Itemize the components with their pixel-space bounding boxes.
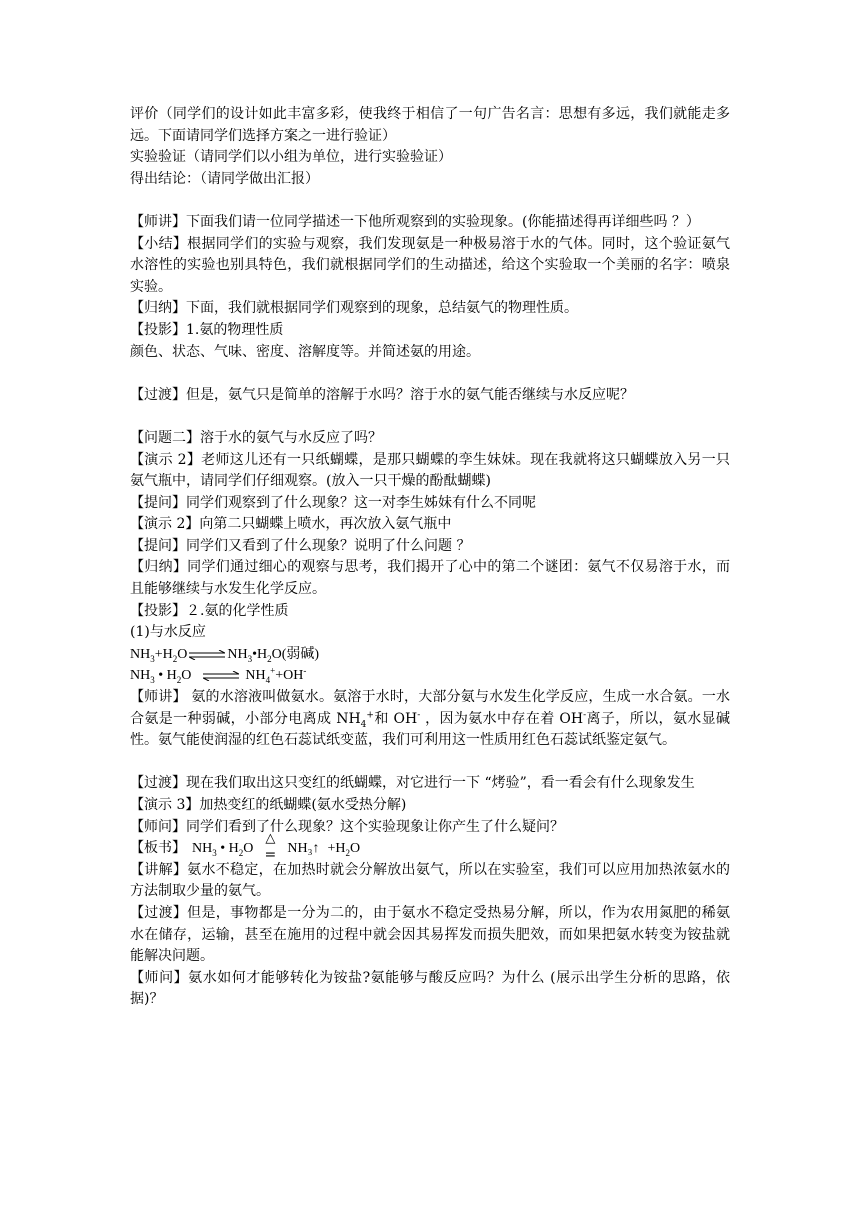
board-equation: 【板书】 $NH_3$ • $H_2O$ △ = NH₃↑ $+H_2O$: [130, 830, 361, 863]
paragraph: 【归纳】同学们通过细心的观察与思考，我们揭开了心中的第二个谜团：氨气不仅易溶于水，而且能够继续与水发生化学反应。: [130, 559, 730, 598]
paragraph: 【师讲】下面我们请一位同学描述一下他所观察到的实验现象。(你能描述得再详细些吗 ？）: [130, 213, 700, 230]
paragraph: 【提问】同学们观察到了什么现象？这一对李生姊妹有什么不同呢: [130, 494, 536, 511]
paragraph: 【演示 3】加热变红的纸蝴蝶(氨水受热分解): [130, 797, 407, 813]
blank-line: [130, 363, 730, 385]
paragraph: 【演示 2】老师这儿还有一只纸蝴蝶，是那只蝴蝶的孪生妹妹。现在我就将这只蝴蝶放入另一只氨气瓶中，请同学们仔细观察。(放入一只干燥的酚酞蝴蝶): [130, 451, 730, 490]
document-body: [130, 104, 730, 1011]
blank-line: [130, 752, 730, 774]
chemical-equation: $NH_3+H_2O$ $NH_3•H_2O$(弱碱): [130, 646, 320, 664]
paragraph: 【师问】同学们看到了什么现象？这个实验现象让你产生了什么疑问？: [130, 818, 564, 835]
heat-condition: △ =: [259, 839, 281, 860]
paragraph: 实验验证（请同学们以小组为单位，进行实验验证）: [130, 149, 452, 166]
paragraph: 【过渡】但是，氨气只是简单的溶解于水吗？溶于水的氨气能否继续与水反应呢？: [130, 386, 634, 403]
paragraph: 得出结论：（请同学做出汇报）: [130, 170, 319, 187]
paragraph: 【师讲】 氨的水溶液叫做氨水。氨溶于水时，大部分氨与水发生化学反应，生成一水合氨。一水合氨是一种弱碱，小部分电离成 $NH_4^+$和 OH- ，因为氨水中存在着 OH-离子，所以，氨水显碱性。氨气能使润湿的红色石蕊试纸变蓝，我们可利用这一性质用红色石蕊试纸鉴定氨气。: [130, 689, 730, 749]
paragraph: 【归纳】下面，我们就根据同学们观察到的现象，总结氨气的物理性质。: [130, 300, 578, 317]
paragraph: 【过渡】现在我们取出这只变红的纸蝴蝶，对它进行一下 “烤验”，看一看会有什么现象发生: [130, 775, 695, 792]
paragraph: 【演示 2】向第二只蝴蝶上喷水，再次放入氨气瓶中: [130, 516, 452, 533]
paragraph: 【师问】氨水如何才能够转化为铵盐?氨能够与酸反应吗？为什么 (展示出学生分析的思路，依据)？: [130, 969, 730, 1008]
paragraph: 【问题二】溶于水的氨气与水反应了吗？: [130, 429, 382, 446]
paragraph: (1)与水反应: [130, 624, 206, 641]
paragraph: 【小结】根据同学们的实验与观察，我们发现氨是一种极易溶于水的气体。同时，这个验证氨气水溶性的实验也别具特色，我们就根据同学们的生动描述，给这个实验取一个美丽的名字：喷泉实验。: [130, 235, 730, 295]
blank-line: [130, 406, 730, 428]
paragraph: 【投影】２.氨的化学性质: [130, 602, 289, 619]
paragraph: 【过渡】但是，事物都是一分为二的，由于氨水不稳定受热易分解，所以，作为农用氮肥的稀氨水在储存，运输，甚至在施用的过程中就会因其易挥发而损失肥效，而如果把氨水转变为铵盐就能解决问题。: [130, 904, 730, 965]
heat-triangle-icon: △: [265, 830, 276, 846]
paragraph: 【讲解】氨水不稳定，在加热时就会分解放出氨气，所以在实验室，我们可以应用加热浓氨水的方法制取少量的氨气。: [130, 861, 730, 900]
paragraph: 颜色、状态、气味、密度、溶解度等。并简述氨的用途。: [130, 343, 480, 360]
chemical-equation: $NH_3$ • $H_2O$ $NH_4^++OH^-$: [130, 665, 307, 686]
paragraph: 【投影】1.氨的物理性质: [130, 321, 284, 338]
equilibrium-arrow-icon: [189, 650, 225, 660]
equilibrium-arrow-icon: [203, 671, 239, 681]
paragraph: 【提问】同学们又看到了什么现象？说明了什么问题 ？: [130, 537, 471, 554]
paragraph: 评价（同学们的设计如此丰富多彩，使我终于相信了一句广告名言：思想有多远，我们就能走多远。下面请同学们选择方案之一进行验证）: [130, 106, 730, 144]
blank-line: [130, 190, 730, 212]
